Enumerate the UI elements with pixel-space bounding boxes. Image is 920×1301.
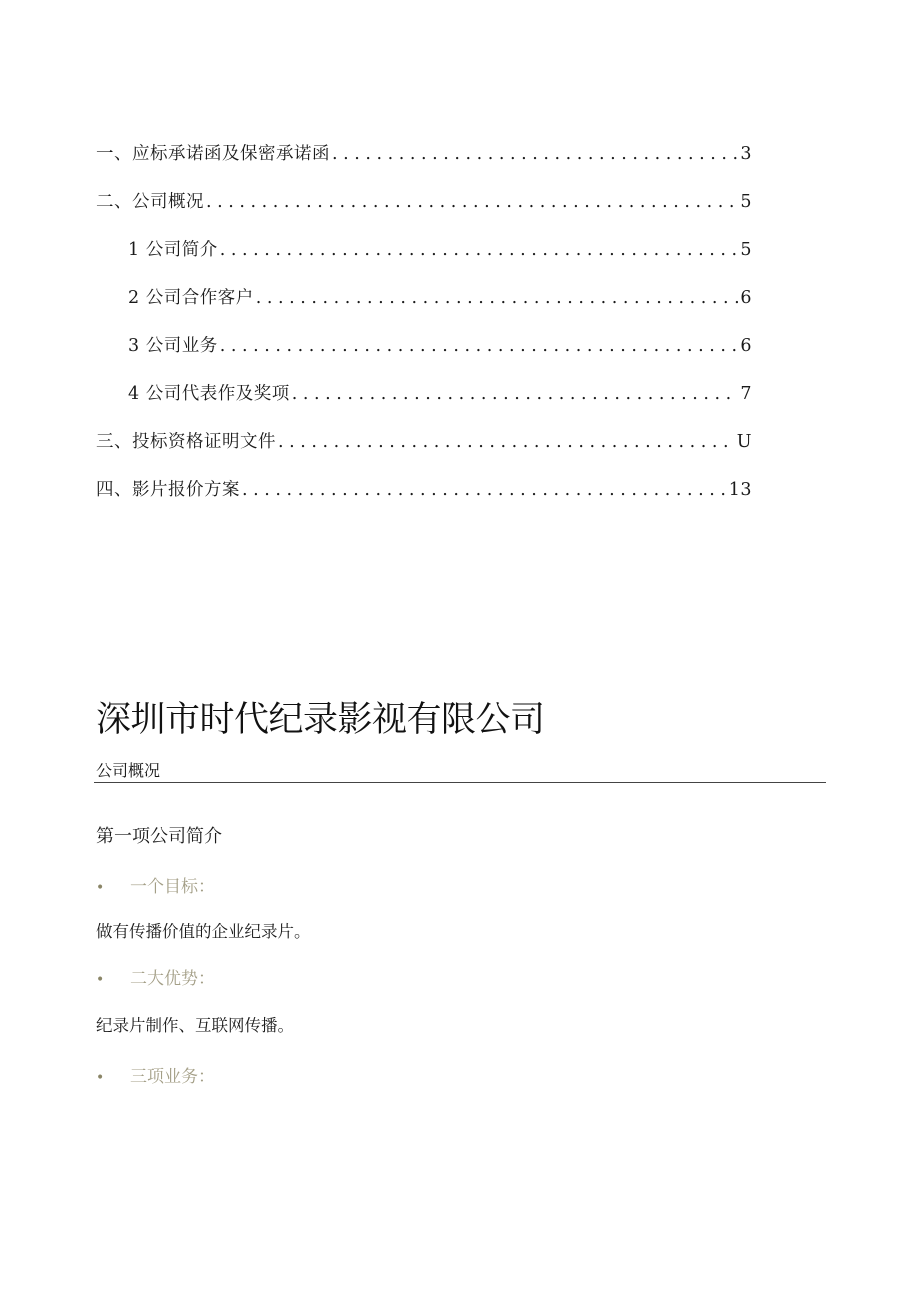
bullet-item [96,964,796,989]
bullet-label: 三项业务： [130,1067,215,1087]
toc-entry[interactable] [96,140,752,188]
toc-subentry[interactable] [96,332,752,380]
toc-entry[interactable] [96,428,752,476]
toc-entry-page: U [736,432,752,452]
toc-entry-title: 四、影片报价方案 [96,480,240,500]
toc-entry-page: 3 [740,144,752,164]
toc-entry-title: 3 公司业务 [128,336,218,356]
section-heading: 第一项公司简介 [96,826,222,847]
toc-leader-dots [278,432,735,452]
bullet-dot-icon: • [96,880,105,896]
toc-entry-title: 2 公司合作客户 [128,288,254,308]
toc-subentry[interactable] [96,236,752,284]
toc-entry-page: 13 [728,480,752,500]
toc-entry-page: 5 [740,192,752,212]
toc-entry-title: 一、应标承诺函及保密承诺函 [96,144,330,164]
table-of-contents [96,140,752,524]
toc-leader-dots [220,240,739,260]
toc-leader-dots [332,144,738,164]
toc-subentry[interactable] [96,380,752,428]
bullet-item [96,1062,796,1087]
toc-entry[interactable] [96,188,752,236]
company-name-heading: 深圳市时代纪录影视有限公司 [96,700,545,740]
toc-entry-page: 7 [740,384,752,404]
bullet-label: 二大优势： [130,969,215,989]
bullet-dot-icon: • [96,972,105,988]
toc-entry-title: 4 公司代表作及奖项 [128,384,290,404]
toc-entry-title: 1 公司简介 [128,240,218,260]
toc-subentry[interactable] [96,284,752,332]
toc-entry-page: 5 [740,240,752,260]
paragraph: 纪录片制作、互联网传播。 [96,1016,294,1035]
toc-entry-title: 二、公司概况 [96,192,204,212]
toc-leader-dots [256,288,739,308]
toc-entry-title: 三、投标资格证明文件 [96,432,276,452]
toc-entry-page: 6 [740,288,752,308]
toc-leader-dots [206,192,738,212]
toc-leader-dots [292,384,739,404]
paragraph: 做有传播价值的企业纪录片。 [96,922,311,941]
bullet-label: 一个目标： [130,877,215,897]
bullet-item [96,872,796,897]
section-label: 公司概况 [96,761,161,780]
toc-entry-page: 6 [740,336,752,356]
bullet-dot-icon: • [96,1070,105,1086]
toc-leader-dots [220,336,739,356]
toc-entry[interactable] [96,476,752,524]
toc-leader-dots [242,480,727,500]
header-divider [94,782,826,783]
